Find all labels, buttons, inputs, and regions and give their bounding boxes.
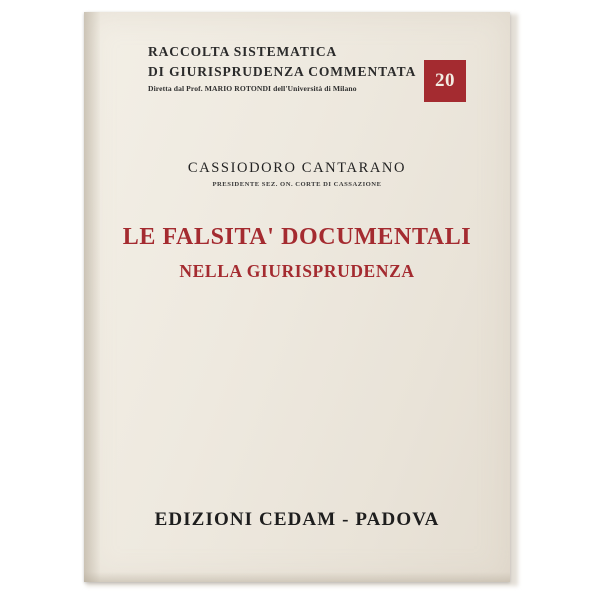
- volume-number-badge: 20: [424, 60, 466, 102]
- series-heading: [148, 42, 418, 93]
- book-cover: [84, 12, 510, 582]
- series-director: Diretta dal Prof. MARIO ROTONDI dell'Università di Milano: [148, 84, 357, 94]
- series-title-line-2: DI GIURISPRUDENZA COMMENTATA: [148, 63, 417, 79]
- title-block: [84, 224, 510, 282]
- author-name: CASSIODORO CANTARANO: [187, 160, 407, 176]
- book-title: LE FALSITA' DOCUMENTALI: [122, 224, 472, 250]
- book-subtitle: NELLA GIURISPRUDENZA: [179, 261, 415, 281]
- series-title-line-1: RACCOLTA SISTEMATICA: [148, 44, 338, 59]
- author-block: [84, 160, 510, 188]
- author-role: PRESIDENTE SEZ. ON. CORTE DI CASSAZIONE: [212, 181, 382, 188]
- publisher-name: EDIZIONI CEDAM - PADOVA: [154, 509, 440, 530]
